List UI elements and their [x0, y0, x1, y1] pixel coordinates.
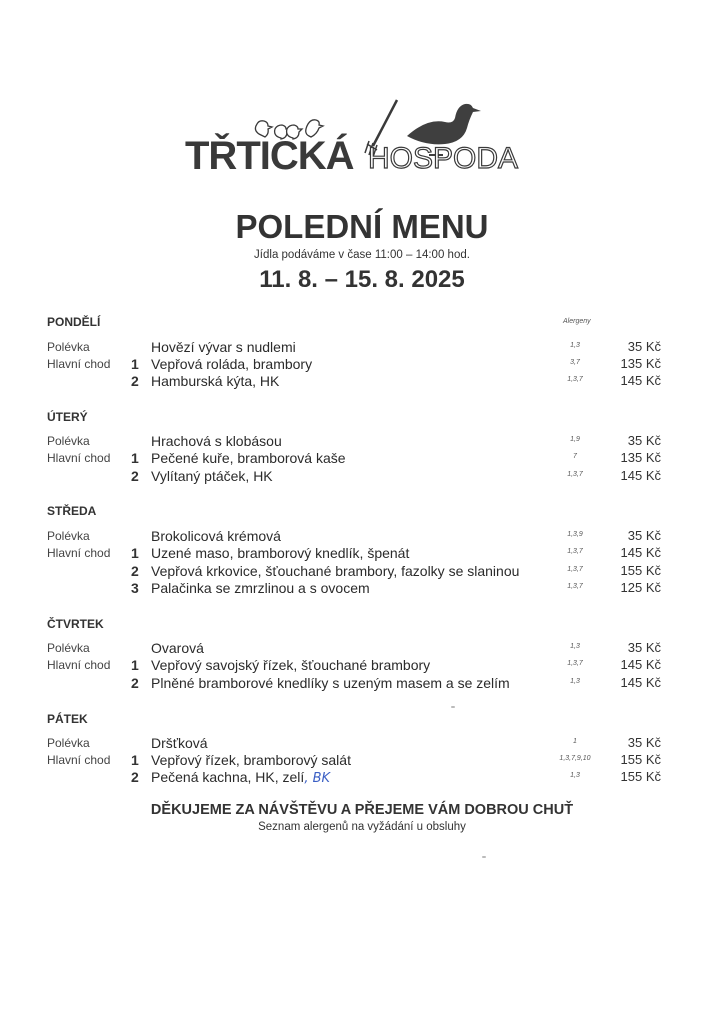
item-number: 1 [131, 450, 139, 466]
allergens: 1,3,7 [567, 660, 583, 667]
price: 125 Kč [620, 580, 661, 595]
allergens: 1,3 [570, 643, 580, 650]
price: 145 Kč [620, 468, 661, 483]
menu-row [0, 675, 724, 693]
menu-row [0, 468, 724, 486]
menu-row [0, 528, 724, 546]
allergens: 7 [573, 453, 577, 460]
price: 145 Kč [620, 675, 661, 690]
day-name: ÚTERÝ [47, 410, 88, 424]
dish-name: Pečené kuře, bramborová kaše [151, 450, 346, 466]
category-label: Hlavní chod [47, 357, 111, 371]
dish-name: Brokolicová krémová [151, 528, 281, 544]
thank-you-message: DĚKUJEME ZA NÁVŠTĚVU A PŘEJEME VÁM DOBROU CHUŤ [150, 802, 574, 818]
item-number: 1 [131, 356, 139, 372]
category-label: Hlavní chod [47, 753, 111, 767]
menu-row [0, 450, 724, 468]
dish-name: Vepřový řízek, bramborový salát [151, 752, 351, 768]
price: 35 Kč [627, 433, 661, 448]
restaurant-logo [185, 98, 545, 178]
price: 145 Kč [620, 657, 661, 672]
menu-row [0, 339, 724, 357]
menu-row [0, 752, 724, 770]
menu-row [0, 563, 724, 581]
price: 135 Kč [620, 356, 661, 371]
dish-name: Hovězí vývar s nudlemi [151, 339, 296, 355]
allergens: 3,7 [570, 359, 580, 366]
allergens: 1,3,9 [567, 531, 583, 538]
item-number: 3 [131, 580, 139, 596]
allergen-note: Seznam alergenů na vyžádání u obsluhy [258, 821, 466, 833]
menu-row [0, 545, 724, 563]
menu-row [0, 580, 724, 598]
allergens: 1 [573, 738, 577, 745]
dish-name: Vepřový savojský řízek, šťouchané brambory [151, 657, 431, 673]
day-name: PÁTEK [47, 712, 88, 726]
menu-row [0, 373, 724, 391]
price: 35 Kč [627, 735, 661, 750]
price: 145 Kč [620, 545, 661, 560]
day-name: ČTVRTEK [47, 617, 104, 631]
allergens: 1,3 [570, 678, 580, 685]
allergens: 1,3,7,9,10 [559, 755, 591, 762]
dish-name [151, 769, 330, 786]
item-number: 1 [131, 545, 139, 561]
item-number: 2 [131, 373, 139, 389]
price: 155 Kč [620, 752, 661, 767]
item-number: 1 [131, 657, 139, 673]
allergens: 1,3,7 [567, 471, 583, 478]
allergens-column-header: Alergeny [563, 318, 591, 325]
allergens: 1,3,7 [567, 566, 583, 573]
menu-row [0, 735, 724, 753]
logo-name-main: TŘTICKÁ [185, 134, 354, 178]
menu-row [0, 640, 724, 658]
dish-name: Palačinka se zmrzlinou a s ovocem [151, 580, 370, 596]
date-range: 11. 8. – 15. 8. 2025 [259, 266, 465, 293]
category-label: Polévka [47, 529, 90, 543]
allergens: 1,9 [570, 436, 580, 443]
price: 35 Kč [627, 640, 661, 655]
allergens: 1,3 [570, 772, 580, 779]
item-number: 2 [131, 563, 139, 579]
menu-row [0, 433, 724, 451]
price: 35 Kč [627, 339, 661, 354]
price: 155 Kč [620, 563, 661, 578]
category-label: Polévka [47, 641, 90, 655]
category-label: Hlavní chod [47, 658, 111, 672]
dish-name: Ovarová [151, 640, 204, 656]
price: 135 Kč [620, 450, 661, 465]
menu-row [0, 657, 724, 675]
category-label: Hlavní chod [47, 546, 111, 560]
day-name: STŘEDA [47, 504, 97, 518]
allergens: 1,3,7 [567, 376, 583, 383]
dish-name: Hrachová s klobásou [151, 433, 282, 449]
category-label: Polévka [47, 736, 90, 750]
dish-name: Vepřová roláda, brambory [151, 356, 313, 372]
dish-name: Vylítaný ptáček, HK [151, 468, 273, 484]
day-name: PONDĚLÍ [47, 315, 101, 329]
menu-row [0, 769, 724, 787]
item-number: 2 [131, 675, 139, 691]
handwritten-note: , BK [304, 771, 331, 786]
category-label: Hlavní chod [47, 451, 111, 465]
item-number: 1 [131, 752, 139, 768]
dish-name-text: Pečená kachna, HK, zelí [151, 769, 305, 785]
dish-name: Dršťková [151, 735, 208, 751]
category-label: Polévka [47, 434, 90, 448]
dish-name: Uzené maso, bramborový knedlík, špenát [151, 545, 410, 561]
page-title: POLEDNÍ MENU [235, 208, 489, 245]
menu-row [0, 356, 724, 374]
allergens: 1,3,7 [567, 548, 583, 555]
price: 145 Kč [620, 373, 661, 388]
scan-speck [451, 706, 455, 708]
dish-name: Vepřová krkovice, šťouchané brambory, fazolky se slaninou [151, 563, 520, 579]
scan-speck [482, 856, 486, 858]
price: 35 Kč [627, 528, 661, 543]
serving-hours: Jídla podáváme v čase 11:00 – 14:00 hod. [254, 249, 470, 261]
category-label: Polévka [47, 340, 90, 354]
price: 155 Kč [620, 769, 661, 784]
item-number: 2 [131, 468, 139, 484]
logo-name-sub: HOSPODA [368, 142, 519, 175]
dish-name: Plněné bramborové knedlíky s uzeným masem a se zelím [151, 675, 510, 691]
dish-name: Hamburská kýta, HK [151, 373, 280, 389]
allergens: 1,3,7 [567, 583, 583, 590]
allergens: 1,3 [570, 342, 580, 349]
item-number: 2 [131, 769, 139, 785]
